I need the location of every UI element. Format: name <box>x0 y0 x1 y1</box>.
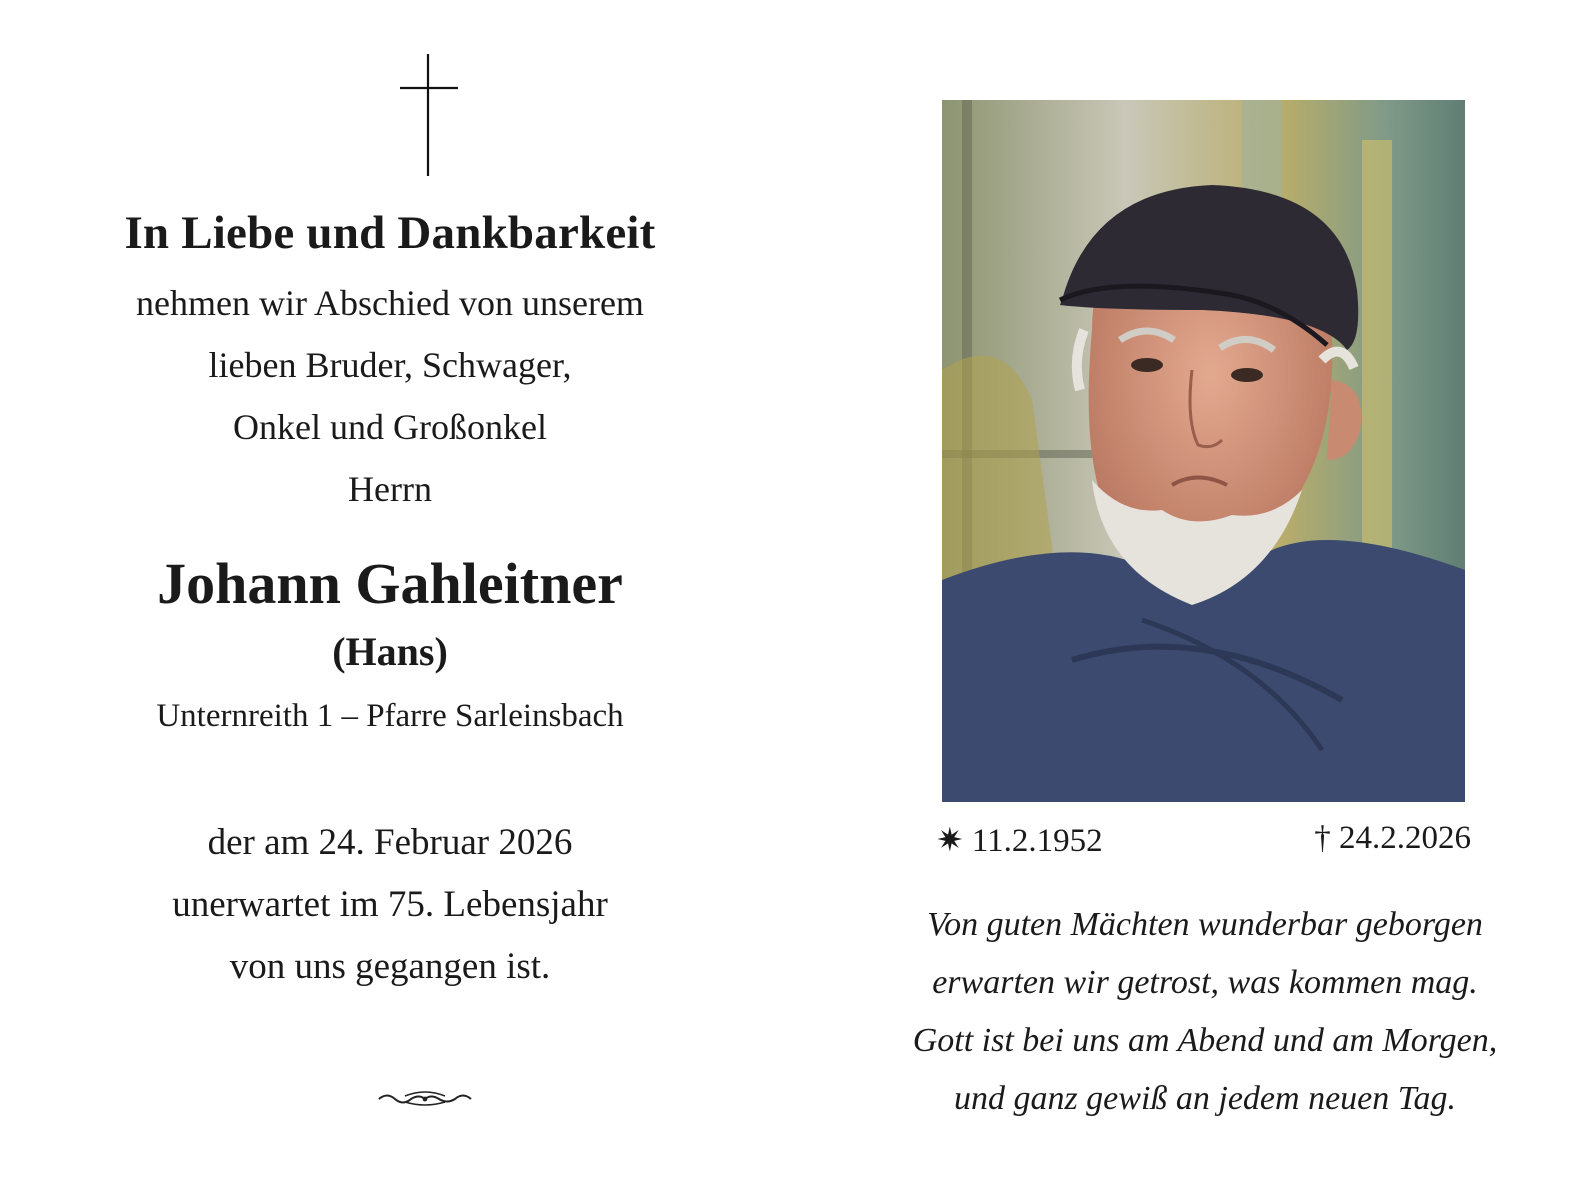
birth-date-text: 11.2.1952 <box>971 823 1103 859</box>
ornament-icon <box>375 1086 475 1110</box>
cross-icon <box>400 54 460 176</box>
life-dates <box>936 820 1471 864</box>
verse-line: Gott ist bei uns am Abend und am Morgen, <box>912 1022 1498 1059</box>
death-notice <box>40 812 740 998</box>
address: Unternreith 1 – Pfarre Sarleinsbach <box>156 698 624 734</box>
card-left-panel <box>40 0 740 1192</box>
verse-line: und ganz gewiß an jedem neuen Tag. <box>953 1080 1457 1117</box>
intro-text <box>40 272 740 520</box>
intro-line: lieben Bruder, Schwager, <box>208 345 572 385</box>
death-date <box>1314 820 1471 857</box>
intro-line: Onkel und Großonkel <box>233 407 547 447</box>
heading: In Liebe und Dankbarkeit <box>124 207 656 259</box>
death-notice-line: von uns gegangen ist. <box>229 946 551 987</box>
death-notice-line: der am 24. Februar 2026 <box>207 822 573 863</box>
deceased-nickname: (Hans) <box>332 629 448 674</box>
verse-line: erwarten wir getrost, was kommen mag. <box>932 964 1478 1001</box>
death-notice-line: unerwartet im 75. Lebensjahr <box>172 884 608 925</box>
verse-line: Von guten Mächten wunderbar geborgen <box>927 906 1483 943</box>
birth-star-icon: ✷ <box>936 823 964 859</box>
portrait-illustration <box>942 100 1465 802</box>
death-date-text: 24.2.2026 <box>1339 820 1471 856</box>
deceased-name: Johann Gahleitner <box>157 551 623 616</box>
death-cross-icon: † <box>1314 820 1331 856</box>
intro-line: Herrn <box>348 469 432 509</box>
intro-line: nehmen wir Abschied von unserem <box>136 283 644 323</box>
memorial-verse <box>870 896 1540 1128</box>
birth-date <box>936 820 1103 860</box>
portrait-photo <box>942 100 1465 802</box>
